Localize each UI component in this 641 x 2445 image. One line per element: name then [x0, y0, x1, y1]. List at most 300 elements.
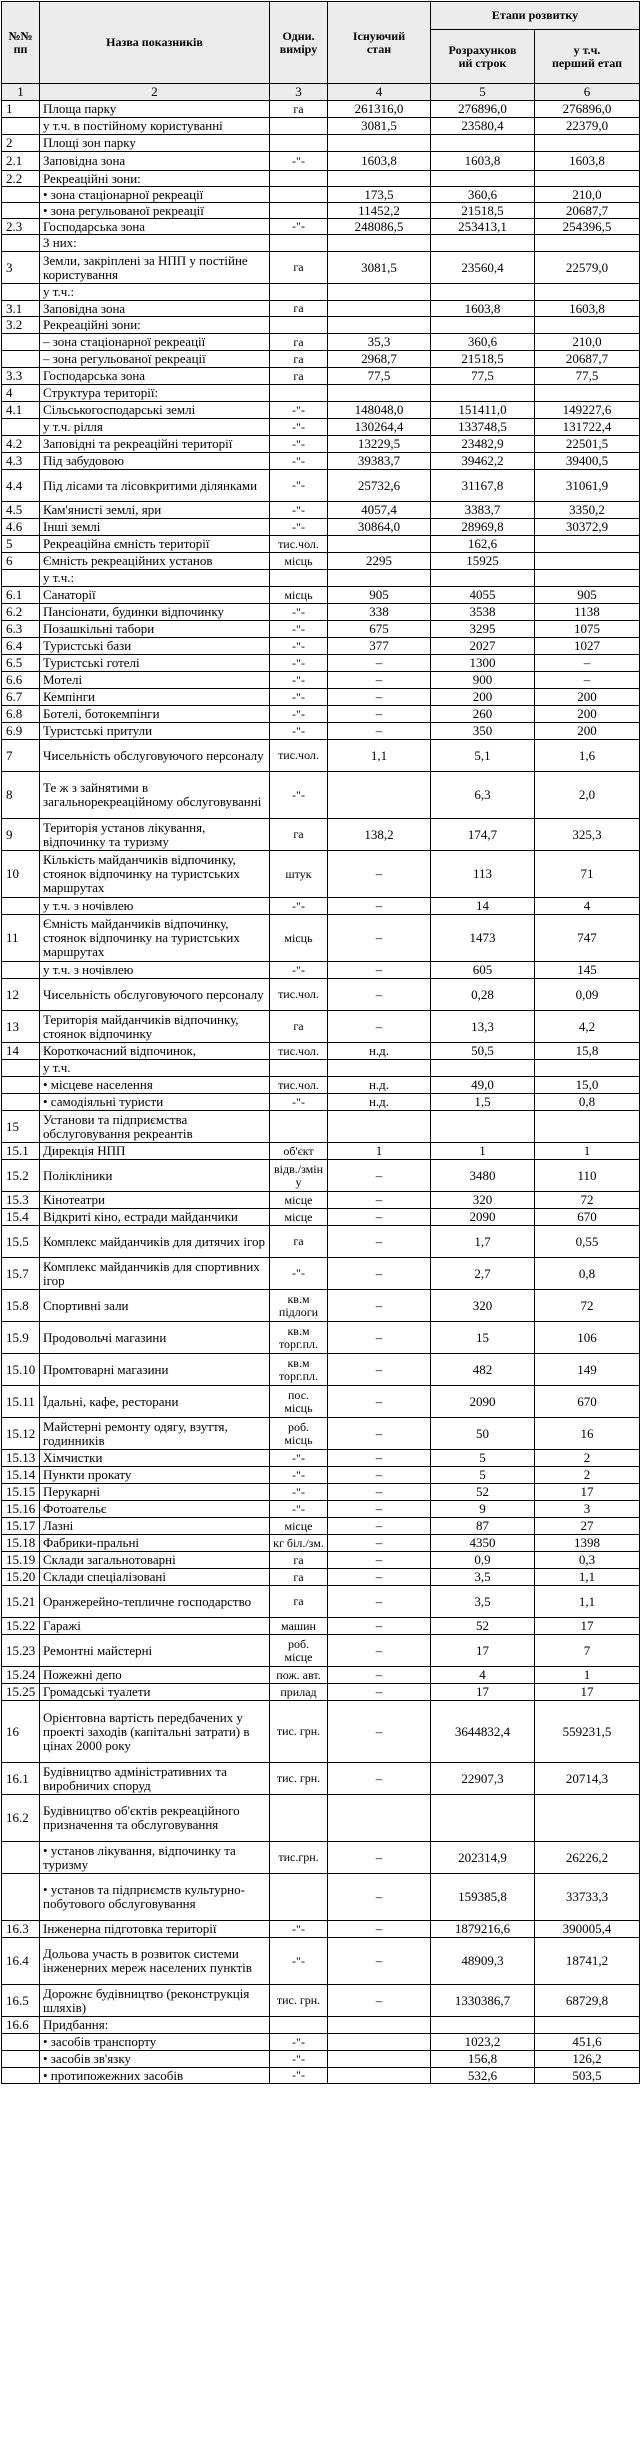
- row-number: 6.6: [2, 672, 40, 689]
- row-number: [2, 570, 40, 587]
- row-number: 15.25: [2, 1684, 40, 1701]
- first-stage-value: 1,1: [535, 1586, 640, 1618]
- calculated-term-value: [431, 135, 535, 152]
- column-number: 3: [270, 84, 328, 101]
- existing-state-value: 1603,8: [328, 152, 431, 171]
- row-number: 2.1: [2, 152, 40, 171]
- unit: місць: [270, 587, 328, 604]
- existing-state-value: 1,1: [328, 740, 431, 772]
- row-number: 15.15: [2, 1484, 40, 1501]
- indicator-name: – зона стаціонарної рекреації: [40, 334, 270, 351]
- table-row: [2, 152, 640, 171]
- unit: місць: [270, 553, 328, 570]
- calculated-term-value: 5,1: [431, 740, 535, 772]
- indicator-name: Під забудовою: [40, 453, 270, 470]
- calculated-term-value: 0,28: [431, 979, 535, 1011]
- row-number: [2, 351, 40, 368]
- table-row: [2, 203, 640, 219]
- calculated-term-value: 1023,2: [431, 2034, 535, 2051]
- calculated-term-value: 5: [431, 1467, 535, 1484]
- first-stage-value: 1: [535, 1667, 640, 1684]
- calculated-term-value: 77,5: [431, 368, 535, 385]
- first-stage-value: 131722,4: [535, 419, 640, 436]
- row-number: 15.10: [2, 1354, 40, 1386]
- unit: [270, 235, 328, 252]
- first-stage-value: [535, 536, 640, 553]
- existing-state-value: –: [328, 1160, 431, 1192]
- first-stage-value: 77,5: [535, 368, 640, 385]
- calculated-term-value: 2090: [431, 1209, 535, 1226]
- first-stage-value: 2: [535, 1450, 640, 1467]
- indicator-name: Сільськогосподарські землі: [40, 402, 270, 419]
- table-row: [2, 1450, 640, 1467]
- unit: -"-: [270, 1450, 328, 1467]
- indicator-name: Орієнтовна вартість передбачених у проекті заходів (капітальні затрати) в цінах 2000 року: [40, 1701, 270, 1763]
- indicator-name: Кінотеатри: [40, 1192, 270, 1209]
- calculated-term-value: 3,5: [431, 1586, 535, 1618]
- row-number: 15.17: [2, 1518, 40, 1535]
- indicator-name: Відкриті кіно, естради майданчики: [40, 1209, 270, 1226]
- table-row: [2, 740, 640, 772]
- unit: га: [270, 1226, 328, 1258]
- calculated-term-value: 2090: [431, 1386, 535, 1418]
- existing-state-value: н.д.: [328, 1077, 431, 1094]
- first-stage-value: [535, 171, 640, 187]
- row-number: [2, 334, 40, 351]
- calculated-term-value: 276896,0: [431, 101, 535, 118]
- unit: -"-: [270, 655, 328, 672]
- existing-state-value: н.д.: [328, 1043, 431, 1060]
- existing-state-value: –: [328, 1450, 431, 1467]
- unit: роб. місце: [270, 1635, 328, 1667]
- unit: місць: [270, 915, 328, 962]
- table-row: [2, 604, 640, 621]
- calculated-term-value: 360,6: [431, 334, 535, 351]
- first-stage-value: [535, 2017, 640, 2034]
- first-stage-value: 27: [535, 1518, 640, 1535]
- unit: га: [270, 1552, 328, 1569]
- existing-state-value: –: [328, 1684, 431, 1701]
- calculated-term-value: [431, 570, 535, 587]
- indicator-name: Лазні: [40, 1518, 270, 1535]
- row-number: [2, 1060, 40, 1077]
- unit: -"-: [270, 772, 328, 819]
- existing-state-value: –: [328, 1518, 431, 1535]
- indicator-name: Будівництво адміністративних та виробничих споруд: [40, 1763, 270, 1795]
- row-number: [2, 898, 40, 915]
- existing-state-value: –: [328, 1763, 431, 1795]
- unit: га: [270, 1011, 328, 1043]
- indicator-name: Ремонтні майстерні: [40, 1635, 270, 1667]
- first-stage-value: [535, 1111, 640, 1143]
- row-number: 4: [2, 385, 40, 402]
- first-stage-value: 17: [535, 1684, 640, 1701]
- unit: [270, 385, 328, 402]
- indicator-name: • зона стаціонарної рекреації: [40, 187, 270, 203]
- first-stage-value: 0,55: [535, 1226, 640, 1258]
- existing-state-value: –: [328, 1618, 431, 1635]
- row-number: 6.4: [2, 638, 40, 655]
- table-row: [2, 772, 640, 819]
- first-stage-value: –: [535, 672, 640, 689]
- table-row: [2, 1077, 640, 1094]
- existing-state-value: [328, 536, 431, 553]
- calculated-term-value: 162,6: [431, 536, 535, 553]
- first-stage-value: 18741,2: [535, 1938, 640, 1985]
- first-stage-value: [535, 284, 640, 301]
- indicator-name: Позашкільні табори: [40, 621, 270, 638]
- row-number: 4.2: [2, 436, 40, 453]
- unit: тис. грн.: [270, 1701, 328, 1763]
- existing-state-value: 148048,0: [328, 402, 431, 419]
- calculated-term-value: 605: [431, 962, 535, 979]
- calculated-term-value: 21518,5: [431, 351, 535, 368]
- indicator-name: Дорожнє будівництво (реконструкція шляхів): [40, 1985, 270, 2017]
- existing-state-value: [328, 2034, 431, 2051]
- first-stage-value: [535, 553, 640, 570]
- unit: га: [270, 301, 328, 317]
- first-stage-value: 20687,7: [535, 203, 640, 219]
- table-row: [2, 1209, 640, 1226]
- existing-state-value: 173,5: [328, 187, 431, 203]
- table-row: [2, 1060, 640, 1077]
- indicator-name: Ємність рекреаційних установ: [40, 553, 270, 570]
- unit: -"-: [270, 1921, 328, 1938]
- indicator-name: Установи та підприємства обслуговування рекреантів: [40, 1111, 270, 1143]
- calculated-term-value: 174,7: [431, 819, 535, 851]
- first-stage-value: 126,2: [535, 2051, 640, 2068]
- existing-state-value: [328, 284, 431, 301]
- indicator-name: • місцеве населення: [40, 1077, 270, 1094]
- indicator-name: у т.ч. з ночівлею: [40, 898, 270, 915]
- first-stage-value: 200: [535, 689, 640, 706]
- indicator-name: • засобів транспорту: [40, 2034, 270, 2051]
- existing-state-value: –: [328, 655, 431, 672]
- unit: -"-: [270, 621, 328, 638]
- unit: -"-: [270, 2034, 328, 2051]
- unit: місце: [270, 1209, 328, 1226]
- calculated-term-value: 50: [431, 1418, 535, 1450]
- unit: -"-: [270, 689, 328, 706]
- unit: -"-: [270, 1258, 328, 1290]
- table-row: [2, 723, 640, 740]
- row-number: 15.14: [2, 1467, 40, 1484]
- table-row: [2, 519, 640, 536]
- unit: [270, 570, 328, 587]
- row-number: 15.5: [2, 1226, 40, 1258]
- first-stage-value: 670: [535, 1386, 640, 1418]
- first-stage-value: 1075: [535, 621, 640, 638]
- existing-state-value: –: [328, 1354, 431, 1386]
- column-number-row: [2, 84, 640, 101]
- first-stage-value: 390005,4: [535, 1921, 640, 1938]
- existing-state-value: 2968,7: [328, 351, 431, 368]
- table-row: [2, 1985, 640, 2017]
- existing-state-value: 130264,4: [328, 419, 431, 436]
- unit: [270, 1795, 328, 1842]
- existing-state-value: –: [328, 1258, 431, 1290]
- indicator-name: Фотоательє: [40, 1501, 270, 1518]
- first-stage-value: 72: [535, 1192, 640, 1209]
- first-stage-value: 1138: [535, 604, 640, 621]
- indicator-name: • протипожежних засобів: [40, 2068, 270, 2084]
- row-number: [2, 2034, 40, 2051]
- existing-state-value: –: [328, 1874, 431, 1921]
- first-stage-value: 26226,2: [535, 1842, 640, 1874]
- first-stage-value: 16: [535, 1418, 640, 1450]
- indicator-name: Пункти прокату: [40, 1467, 270, 1484]
- first-stage-value: 145: [535, 962, 640, 979]
- indicator-name: Їдальні, кафе, ресторани: [40, 1386, 270, 1418]
- table-row: [2, 621, 640, 638]
- table-row: [2, 672, 640, 689]
- calculated-term-value: 260: [431, 706, 535, 723]
- row-number: [2, 419, 40, 436]
- table-row: [2, 1874, 640, 1921]
- row-number: 15.12: [2, 1418, 40, 1450]
- table-row: [2, 301, 640, 317]
- row-number: 16.2: [2, 1795, 40, 1842]
- existing-state-value: [328, 235, 431, 252]
- indicator-name: Оранжерейно-тепличне господарство: [40, 1586, 270, 1618]
- indicator-name: Рекреаційні зони:: [40, 317, 270, 334]
- table-row: [2, 502, 640, 519]
- unit: [270, 1874, 328, 1921]
- table-row: [2, 1518, 640, 1535]
- row-number: 15.7: [2, 1258, 40, 1290]
- first-stage-value: 0,3: [535, 1552, 640, 1569]
- indicator-name: • зона регульованої рекреації: [40, 203, 270, 219]
- table-row: [2, 655, 640, 672]
- first-stage-value: 559231,5: [535, 1701, 640, 1763]
- indicator-name: Дольова участь в розвиток системи інженерних мереж населених пунктів: [40, 1938, 270, 1985]
- unit: -"-: [270, 723, 328, 740]
- calculated-term-value: 17: [431, 1635, 535, 1667]
- indicator-name: Ємність майданчиків відпочинку, стоянок відпочинку на туристських маршрутах: [40, 915, 270, 962]
- table-row: [2, 1322, 640, 1354]
- indicators-table: [1, 1, 640, 2084]
- existing-state-value: –: [328, 1501, 431, 1518]
- row-number: 15.11: [2, 1386, 40, 1418]
- existing-state-value: –: [328, 1226, 431, 1258]
- unit: -"-: [270, 898, 328, 915]
- calculated-term-value: 23580,4: [431, 118, 535, 135]
- table-row: [2, 1484, 640, 1501]
- row-number: 15.4: [2, 1209, 40, 1226]
- indicator-name: Склади загальнотоварні: [40, 1552, 270, 1569]
- calculated-term-value: 2027: [431, 638, 535, 655]
- table-row: [2, 118, 640, 135]
- unit: -"-: [270, 436, 328, 453]
- table-row: [2, 351, 640, 368]
- calculated-term-value: 1879216,6: [431, 1921, 535, 1938]
- table-row: [2, 1684, 640, 1701]
- unit: -"-: [270, 1094, 328, 1111]
- indicator-name: Склади спеціалізовані: [40, 1569, 270, 1586]
- calculated-term-value: 1330386,7: [431, 1985, 535, 2017]
- unit: -"-: [270, 519, 328, 536]
- first-stage-value: [535, 317, 640, 334]
- row-number: 13: [2, 1011, 40, 1043]
- existing-state-value: –: [328, 962, 431, 979]
- indicator-name: Кам'янисті землі, яри: [40, 502, 270, 519]
- first-stage-value: 149227,6: [535, 402, 640, 419]
- row-number: 2.3: [2, 219, 40, 235]
- table-row: [2, 1795, 640, 1842]
- unit: -"-: [270, 470, 328, 502]
- table-row: [2, 706, 640, 723]
- table-row: [2, 1418, 640, 1450]
- first-stage-value: 7: [535, 1635, 640, 1667]
- indicator-name: Туристські притули: [40, 723, 270, 740]
- first-stage-value: 17: [535, 1618, 640, 1635]
- existing-state-value: –: [328, 898, 431, 915]
- unit: місце: [270, 1192, 328, 1209]
- table-row: [2, 979, 640, 1011]
- existing-state-value: 39383,7: [328, 453, 431, 470]
- row-number: 6.1: [2, 587, 40, 604]
- existing-state-value: –: [328, 851, 431, 898]
- unit: га: [270, 351, 328, 368]
- first-stage-value: 3: [535, 1501, 640, 1518]
- row-number: 2: [2, 135, 40, 152]
- calculated-term-value: [431, 1060, 535, 1077]
- unit: пос. місць: [270, 1386, 328, 1418]
- table-row: [2, 915, 640, 962]
- indicator-name: Туристські готелі: [40, 655, 270, 672]
- indicator-name: Інші землі: [40, 519, 270, 536]
- row-number: [2, 2068, 40, 2084]
- table-row: [2, 2034, 640, 2051]
- first-stage-value: 0,8: [535, 1258, 640, 1290]
- row-number: [2, 1077, 40, 1094]
- unit: -"-: [270, 1938, 328, 1985]
- row-number: 14: [2, 1043, 40, 1060]
- first-stage-value: –: [535, 655, 640, 672]
- first-stage-value: 2: [535, 1467, 640, 1484]
- indicator-name: Господарська зона: [40, 368, 270, 385]
- row-number: 8: [2, 772, 40, 819]
- calculated-term-value: 22907,3: [431, 1763, 535, 1795]
- header-existing-state: Існуючий стан: [328, 2, 431, 84]
- unit: відв./змін у: [270, 1160, 328, 1192]
- existing-state-value: 11452,2: [328, 203, 431, 219]
- table-row: [2, 689, 640, 706]
- unit: -"-: [270, 402, 328, 419]
- table-row: [2, 252, 640, 284]
- column-number: 6: [535, 84, 640, 101]
- unit: -"-: [270, 604, 328, 621]
- existing-state-value: –: [328, 689, 431, 706]
- indicator-name: З них:: [40, 235, 270, 252]
- unit: [270, 284, 328, 301]
- first-stage-value: 325,3: [535, 819, 640, 851]
- calculated-term-value: 320: [431, 1290, 535, 1322]
- table-row: [2, 1552, 640, 1569]
- calculated-term-value: 17: [431, 1684, 535, 1701]
- first-stage-value: 72: [535, 1290, 640, 1322]
- calculated-term-value: 2,7: [431, 1258, 535, 1290]
- header-development-stages: Етапи розвитку: [431, 2, 640, 30]
- indicator-name: Структура території:: [40, 385, 270, 402]
- indicator-name: Громадські туалети: [40, 1684, 270, 1701]
- unit: тис.чол.: [270, 1077, 328, 1094]
- existing-state-value: 30864,0: [328, 519, 431, 536]
- indicator-name: Рекреаційна ємність території: [40, 536, 270, 553]
- table-row: [2, 1569, 640, 1586]
- existing-state-value: [328, 1111, 431, 1143]
- existing-state-value: 77,5: [328, 368, 431, 385]
- calculated-term-value: [431, 1111, 535, 1143]
- calculated-term-value: 253413,1: [431, 219, 535, 235]
- row-number: 16.3: [2, 1921, 40, 1938]
- table-row: [2, 570, 640, 587]
- calculated-term-value: [431, 235, 535, 252]
- calculated-term-value: 3538: [431, 604, 535, 621]
- first-stage-value: 39400,5: [535, 453, 640, 470]
- row-number: 4.1: [2, 402, 40, 419]
- table-row: [2, 219, 640, 235]
- first-stage-value: 33733,3: [535, 1874, 640, 1921]
- calculated-term-value: 3383,7: [431, 502, 535, 519]
- table-row: [2, 638, 640, 655]
- row-number: 6.5: [2, 655, 40, 672]
- first-stage-value: 1: [535, 1143, 640, 1160]
- table-row: [2, 2017, 640, 2034]
- indicator-name: Територія майданчиків відпочинку, стоянок відпочинку: [40, 1011, 270, 1043]
- calculated-term-value: 159385,8: [431, 1874, 535, 1921]
- existing-state-value: –: [328, 1484, 431, 1501]
- unit: -"-: [270, 453, 328, 470]
- indicator-name: Дирекція НПП: [40, 1143, 270, 1160]
- existing-state-value: –: [328, 1535, 431, 1552]
- calculated-term-value: [431, 385, 535, 402]
- existing-state-value: 3081,5: [328, 252, 431, 284]
- first-stage-value: 20687,7: [535, 351, 640, 368]
- row-number: [2, 1094, 40, 1111]
- row-number: 6.7: [2, 689, 40, 706]
- indicator-name: у т.ч. в постійному користуванні: [40, 118, 270, 135]
- calculated-term-value: 87: [431, 1518, 535, 1535]
- unit: -"-: [270, 2051, 328, 2068]
- first-stage-value: [535, 235, 640, 252]
- indicator-name: • установ лікування, відпочинку та туризму: [40, 1842, 270, 1874]
- indicator-name: Заповідна зона: [40, 152, 270, 171]
- table-row: [2, 587, 640, 604]
- indicator-name: – зона регульованої рекреації: [40, 351, 270, 368]
- first-stage-value: 1603,8: [535, 152, 640, 171]
- table-row: [2, 436, 640, 453]
- existing-state-value: 25732,6: [328, 470, 431, 502]
- row-number: 16.5: [2, 1985, 40, 2017]
- table-row: [2, 851, 640, 898]
- table-row: [2, 1011, 640, 1043]
- calculated-term-value: 3295: [431, 621, 535, 638]
- unit: [270, 317, 328, 334]
- row-number: 15.22: [2, 1618, 40, 1635]
- calculated-term-value: 1,5: [431, 1094, 535, 1111]
- indicator-name: Те ж з зайнятими в загальнорекреаційному обслуговуванні: [40, 772, 270, 819]
- header-indicator-name: Назва показників: [40, 2, 270, 84]
- first-stage-value: 15,8: [535, 1043, 640, 1060]
- calculated-term-value: 482: [431, 1354, 535, 1386]
- first-stage-value: [535, 135, 640, 152]
- table-row: [2, 962, 640, 979]
- unit: штук: [270, 851, 328, 898]
- row-number: 4.4: [2, 470, 40, 502]
- calculated-term-value: 3644832,4: [431, 1701, 535, 1763]
- unit: тис. грн.: [270, 1763, 328, 1795]
